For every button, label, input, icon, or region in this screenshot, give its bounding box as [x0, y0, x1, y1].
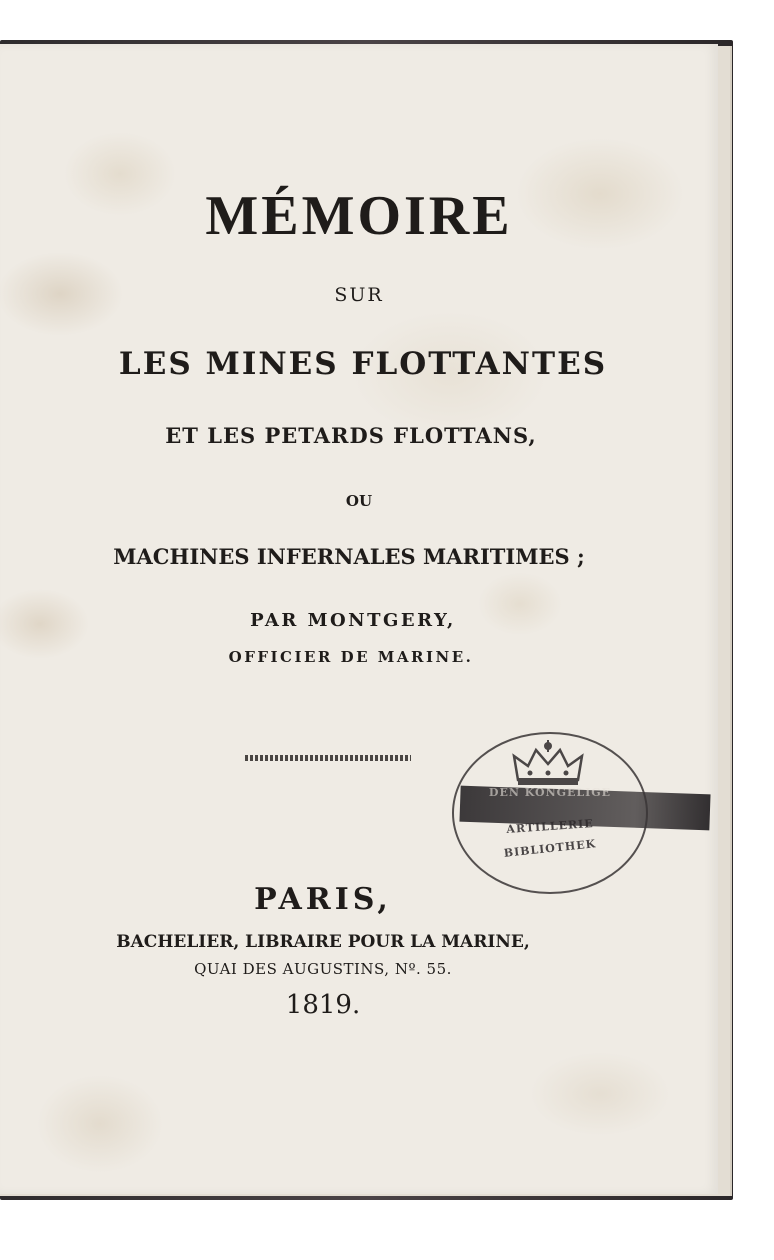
title-connector-sur: SUR [334, 284, 384, 306]
library-stamp [452, 732, 648, 894]
book-title: MÉMOIRE [205, 185, 513, 247]
stamp-line-2: ARTILLERIE [505, 816, 595, 837]
imprint-year: 1819. [285, 990, 361, 1020]
title-connector-ou: OU [345, 492, 373, 510]
subject-line-1: LES MINES FLOTTANTES [118, 346, 608, 382]
title-page [0, 44, 718, 1194]
decorative-rule [245, 755, 411, 761]
crown-icon [510, 740, 586, 788]
imprint-address: QUAI DES AUGUSTINS, Nº. 55. [194, 960, 452, 978]
subject-line-3: MACHINES INFERNALES MARITIMES ; [113, 544, 585, 569]
subject-line-2: ET LES PETARDS FLOTTANS, [165, 423, 537, 448]
author-line: PAR MONTGERY, [250, 610, 456, 631]
stamp-line-3: BIBLIOTHEK [503, 837, 597, 860]
imprint-publisher: BACHELIER, LIBRAIRE POUR LA MARINE, [116, 932, 530, 952]
imprint-city: PARIS, [254, 882, 392, 917]
author-role: OFFICIER DE MARINE. [228, 648, 474, 666]
stamp-line-1: DEN KONGELIGE [488, 786, 612, 799]
